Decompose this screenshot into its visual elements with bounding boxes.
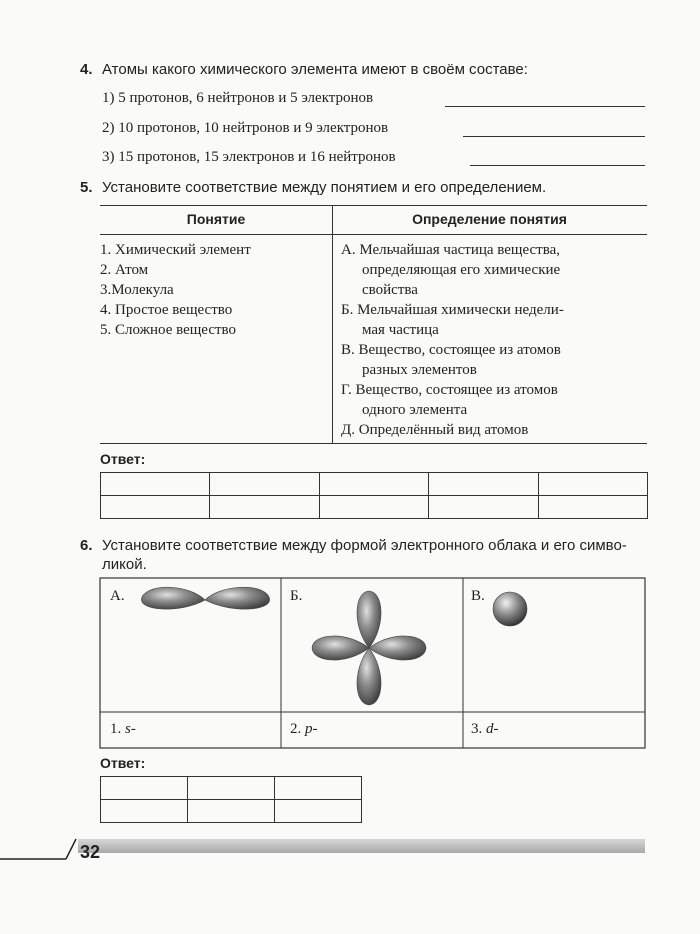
symbol-3: 3. d- <box>471 721 499 737</box>
shape-label-v: В. <box>471 588 485 604</box>
shape-label-a: А. <box>110 588 125 604</box>
concept-item: 4. Простое вещество <box>100 302 233 318</box>
q4-item-1: 1) 5 протонов, 6 нейтронов и 5 электронов <box>102 90 374 106</box>
q4-text: Атомы какого химического элемента имеют в своём составе: <box>102 61 528 78</box>
page-number: 32 <box>80 842 101 862</box>
q4-number: 4. <box>80 61 93 78</box>
q6-answer-grid <box>100 776 362 823</box>
concept-item: 5. Сложное вещество <box>100 322 237 338</box>
q6-answer-label: Ответ: <box>100 755 146 771</box>
concept-item: 2. Атом <box>100 262 149 278</box>
page-footer-bar <box>0 830 700 870</box>
q5-text: Установите соответствие между понятием и его определением. <box>102 179 547 196</box>
answer-cell[interactable] <box>188 777 275 800</box>
answer-cell[interactable] <box>101 777 188 800</box>
symbol-1: 1. s- <box>110 721 136 737</box>
answer-cell[interactable] <box>101 800 188 823</box>
answer-cell[interactable] <box>275 777 362 800</box>
concept-header: Понятие <box>186 211 246 227</box>
definition-item-v: В. Вещество, состоящее из атомов разных элементов <box>341 342 561 378</box>
definition-header: Определение понятия <box>412 211 567 227</box>
shape-label-b: Б. <box>290 588 303 604</box>
concept-item: 3.Молекула <box>100 282 174 298</box>
q4-item-3: 3) 15 протонов, 15 электронов и 16 нейтронов <box>102 149 396 165</box>
concept-item: 1. Химический элемент <box>100 242 251 258</box>
clover-orbital-icon <box>312 591 426 705</box>
sphere-orbital-icon <box>493 592 527 626</box>
definition-item-b: Б. Мельчайшая химически недели- мая частица <box>341 302 564 338</box>
q6-number: 6. <box>80 537 93 554</box>
definition-item-d: Д. Определённый вид атомов <box>341 422 529 438</box>
q5-number: 5. <box>80 179 93 196</box>
q5-answer-label: Ответ: <box>100 451 146 467</box>
answer-cell[interactable] <box>275 800 362 823</box>
definition-item-g: Г. Вещество, состоящее из атомов одного элемента <box>341 382 558 418</box>
q6-text-line2: ликой. <box>102 556 147 573</box>
dumbbell-orbital-icon <box>141 587 269 609</box>
symbol-2: 2. p- <box>290 721 318 737</box>
definition-item-a: А. Мельчайшая частица вещества, определяющая его химические свойства <box>341 242 561 298</box>
q6-text-line1: Установите соответствие между формой электронного облака и его симво- <box>102 537 627 554</box>
answer-cell[interactable] <box>188 800 275 823</box>
q4-item-2: 2) 10 протонов, 10 нейтронов и 9 электронов <box>102 120 389 136</box>
